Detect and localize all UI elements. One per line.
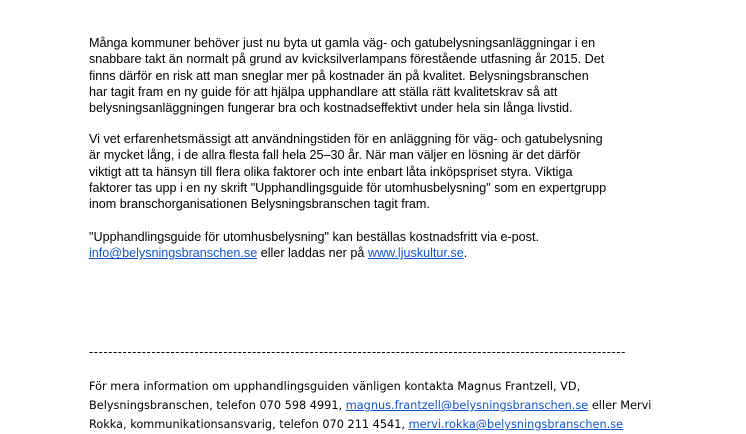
paragraph-line: faktorer tas upp i en ny skrift "Upphandlingsguide för utomhusbelysning" som en expertgrupp (89, 180, 607, 195)
inline-text: eller laddas ner på (257, 246, 368, 261)
ljuskultur-web-link[interactable]: www.ljuskultur.se (367, 246, 464, 261)
paragraph-line: viktigt att ta hänsyn till flera olika faktorer och inte enbart låta inköpspriset styra. Viktiga (89, 164, 573, 179)
inline-text: eller Mervi (588, 399, 652, 412)
paragraph-line: belysningsanläggningen fungerar bra och kostnadseffektivt under hela sin långa livstid. (89, 101, 573, 116)
contact-line: För mera information om upphandlingsguiden vänligen kontakta Magnus Frantzell, VD, (89, 380, 581, 393)
inline-text: Rokka, kommunikationsansvarig, telefon 070 211 4541, (89, 418, 409, 431)
contact-line (89, 415, 669, 434)
paragraph-line: har tagit fram en ny guide för att hjälpa upphandlare att ställa rätt kvalitetskrav så att (89, 84, 558, 99)
mervi-email-link[interactable]: mervi.rokka@belysningsbranschen.se (408, 418, 624, 431)
paragraph-line: inom branschorganisationen Belysningsbranschen tagit fram. (89, 197, 430, 212)
contact-line (89, 396, 669, 415)
intro-paragraph (89, 35, 669, 116)
contact-info (89, 377, 669, 434)
experience-paragraph (89, 131, 669, 212)
paragraph-line (89, 245, 669, 261)
paragraph-line: finns därför en risk att man sneglar mer på kostnader än på kvalitet. Belysningsbranschen (89, 68, 589, 83)
paragraph-line: snabbare takt än normalt på grund av kvicksilverlampans förestående utfasning år 2015. Det (89, 52, 605, 67)
paragraph-line: Många kommuner behöver just nu byta ut gamla väg- och gatubelysningsanläggningar i en (89, 36, 596, 50)
paragraph-line: Vi vet erfarenhetsmässigt att användningstiden för en anläggning för väg- och gatubelysning (89, 132, 603, 146)
info-email-link[interactable]: info@belysningsbranschen.se (89, 246, 258, 261)
inline-text: Belysningsbranschen, telefon 070 598 4991, (89, 399, 346, 412)
ordering-paragraph (89, 229, 669, 262)
inline-text: . (463, 246, 468, 261)
magnus-email-link[interactable]: magnus.frantzell@belysningsbranschen.se (345, 399, 589, 412)
paragraph-line: är mycket lång, i de allra flesta fall hela 25–30 år. När man väljer en lösning är det därför (89, 148, 581, 163)
dashed-divider: ---------------------------------------------------------------------------------------------------------------- (89, 345, 626, 359)
paragraph-line: "Upphandlingsguide för utomhusbelysning" kan beställas kostnadsfritt via e-post. (89, 230, 539, 244)
